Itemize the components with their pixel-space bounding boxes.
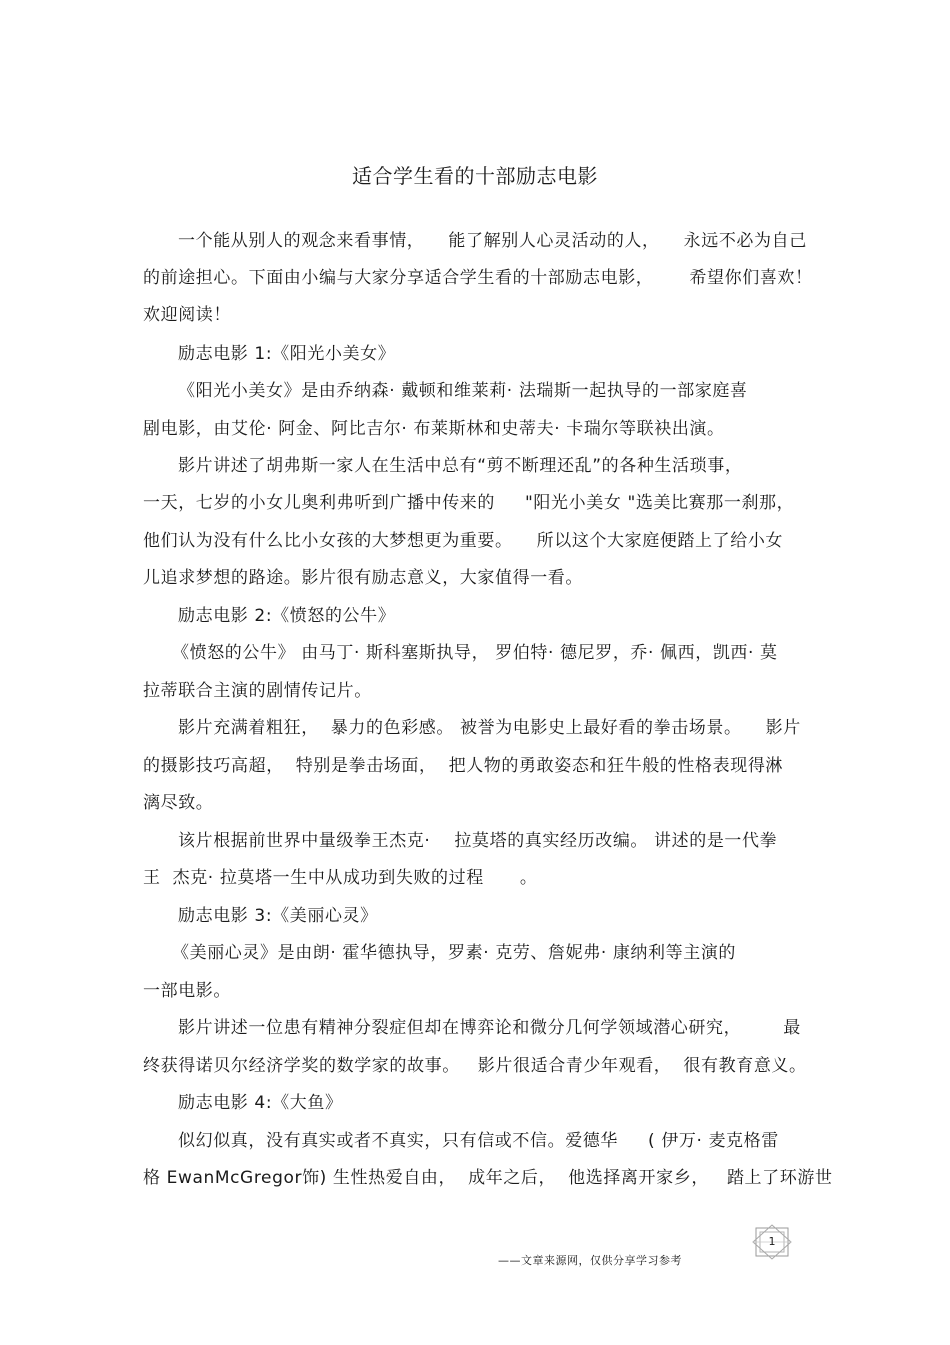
paragraph-line: 影片讲述一位患有精神分裂症但却在博弈论和微分几何学领域潜心研究， 最 xyxy=(178,1018,801,1038)
footer-note: ——文章来源网，仅供分享学习参考 xyxy=(498,1254,682,1267)
section-heading: 励志电影 4:《大鱼》 xyxy=(178,1093,343,1113)
paragraph-line: 《美丽心灵》是由朗· 霍华德执导，罗素· 克劳、詹妮弗· 康纳利等主演的 xyxy=(172,943,737,963)
paragraph-line: 似幻似真，没有真实或者不真实，只有信或不信。爱德华 ( 伊万· 麦克格雷 xyxy=(178,1131,779,1151)
section-heading: 励志电影 2:《愤怒的公牛》 xyxy=(178,606,396,626)
document-title: 适合学生看的十部励志电影 xyxy=(352,164,598,188)
paragraph-line: 影片讲述了胡弗斯一家人在生活中总有“剪不断理还乱”的各种生活琐事， xyxy=(178,456,743,476)
paragraph-line: 该片根据前世界中量级拳王杰克· 拉莫塔的真实经历改编。 讲述的是一代拳 xyxy=(178,831,778,851)
paragraph-line: 《愤怒的公牛》 由马丁· 斯科塞斯执导， 罗伯特· 德尼罗，乔· 佩西，凯西· 莫 xyxy=(172,643,778,663)
page-number: 1 xyxy=(768,1235,776,1248)
paragraph-line: 一个能从别人的观念来看事情， 能了解别人心灵活动的人， 永远不必为自己 xyxy=(178,231,807,251)
paragraph-line: 《阳光小美女》是由乔纳森· 戴顿和维莱莉· 法瑞斯一起执导的一部家庭喜 xyxy=(178,381,748,401)
paragraph-line: 王 杰克· 拉莫塔一生中从成功到失败的过程 。 xyxy=(143,868,538,888)
paragraph-line: 欢迎阅读！ xyxy=(143,305,231,325)
paragraph-line: 一天，七岁的小女儿奥利弗听到广播中传来的 "阳光小美女 "选美比赛那一刹那， xyxy=(143,493,795,513)
section-heading: 励志电影 3:《美丽心灵》 xyxy=(178,906,378,926)
paragraph-line: 的前途担心。下面由小编与大家分享适合学生看的十部励志电影， 希望你们喜欢！ xyxy=(143,268,813,288)
paragraph-line: 剧电影，由艾伦· 阿金、阿比吉尔· 布莱斯林和史蒂夫· 卡瑞尔等联袂出演。 xyxy=(143,419,725,439)
paragraph-line: 的摄影技巧高超， 特别是拳击场面， 把人物的勇敢姿态和狂牛般的性格表现得淋 xyxy=(143,756,784,776)
paragraph-line: 一部电影。 xyxy=(143,981,231,1001)
paragraph-line: 影片充满着粗狂， 暴力的色彩感。 被誉为电影史上最好看的拳击场景。 影片 xyxy=(178,718,801,738)
paragraph-line: 格 EwanMcGregor饰) 生性热爱自由， 成年之后， 他选择离开家乡， 踏上了环游世 xyxy=(143,1168,833,1188)
paragraph-line: 他们认为没有什么比小女孩的大梦想更为重要。 所以这个大家庭便踏上了给小女 xyxy=(143,531,784,551)
paragraph-line: 拉蒂联合主演的剧情传记片。 xyxy=(143,681,372,701)
paragraph-line: 儿追求梦想的路途。影片很有励志意义，大家值得一看。 xyxy=(143,568,583,588)
paragraph-line: 漓尽致。 xyxy=(143,793,214,813)
page-number-badge xyxy=(750,1224,794,1260)
paragraph-line: 终获得诺贝尔经济学奖的数学家的故事。 影片很适合青少年观看， 很有教育意义。 xyxy=(143,1056,807,1076)
section-heading: 励志电影 1:《阳光小美女》 xyxy=(178,344,396,364)
